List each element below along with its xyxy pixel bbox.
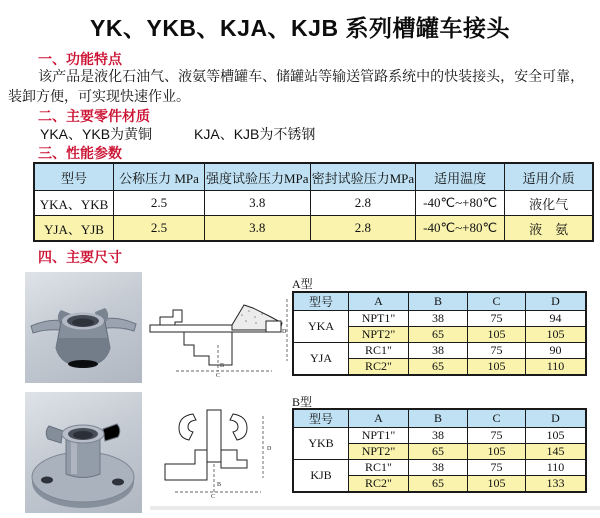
dim-cell: 105 (468, 359, 526, 376)
dim-cell: 105 (468, 327, 526, 343)
dim-cell: NPT1" (349, 428, 409, 444)
dim-cell: RC2" (349, 476, 409, 493)
section-drawing-a-type (146, 287, 294, 379)
perf-cell: 液 氨 (505, 216, 594, 242)
svg-text:B: B (220, 363, 225, 369)
dim-table-b-label: B型 (292, 395, 313, 409)
dim-model-cell: KJB (293, 460, 349, 493)
dim-cell: RC1" (349, 460, 409, 476)
dim-cell: 105 (526, 428, 587, 444)
dim-cell: 65 (409, 327, 468, 343)
dim-header-cell: B (409, 292, 468, 311)
section-heading-materials: 二、主要零件材质 (38, 108, 150, 124)
performance-table (33, 162, 594, 242)
dim-cell: 110 (526, 460, 587, 476)
dim-cell: 75 (468, 343, 526, 359)
dim-row (293, 311, 586, 327)
dim-row (293, 428, 586, 444)
dim-cell: RC1" (349, 343, 409, 359)
perf-cell: 2.8 (310, 216, 416, 242)
perf-cell: 2.5 (114, 191, 205, 216)
wing-coupling-illustration (25, 272, 142, 383)
dim-model-cell: YJA (293, 343, 349, 376)
dim-header-cell: A (349, 409, 409, 428)
dim-cell: 65 (409, 444, 468, 460)
dim-model-cell: YKB (293, 428, 349, 460)
perf-model-cell: YJA、YJB (34, 216, 114, 242)
dim-header-cell: D (526, 292, 587, 311)
dim-cell: RC2" (349, 359, 409, 376)
perf-cell: -40℃~+80℃ (416, 216, 505, 242)
dim-header-row (293, 409, 586, 428)
svg-text:D: D (267, 446, 272, 452)
dim-model-cell: YKA (293, 311, 349, 343)
section-heading-dimensions: 四、主要尺寸 (38, 249, 122, 265)
dim-cell: 65 (409, 476, 468, 493)
perf-row (34, 191, 593, 216)
materials-text: YKA、YKB为黄铜 KJA、KJB为不锈钢 (40, 126, 316, 142)
dim-cell: 94 (526, 311, 587, 327)
perf-header-cell: 强度试验压力MPa (205, 163, 311, 191)
perf-header-cell: 公称压力 MPa (114, 163, 205, 191)
page-title: YK、YKB、KJA、KJB 系列槽罐车接头 (90, 15, 510, 41)
dim-cell: 133 (526, 476, 587, 493)
dim-cell: 105 (526, 327, 587, 343)
dim-header-cell: A (349, 292, 409, 311)
page-edge-shadow (150, 506, 600, 510)
dim-cell: 105 (468, 444, 526, 460)
dim-cell: 145 (526, 444, 587, 460)
perf-header-row (34, 163, 593, 191)
dim-header-cell: 型号 (293, 409, 349, 428)
perf-cell: 2.5 (114, 216, 205, 242)
dim-header-cell: B (409, 409, 468, 428)
dim-cell: 90 (526, 343, 587, 359)
perf-cell: 3.8 (205, 191, 311, 216)
b-type-drawing (155, 402, 280, 500)
dim-header-cell: C (468, 409, 526, 428)
perf-header-cell: 适用介质 (505, 163, 594, 191)
dim-row (293, 460, 586, 476)
product-photo-wing-coupling (25, 272, 142, 383)
dim-cell: NPT2" (349, 327, 409, 343)
perf-header-cell: 型号 (34, 163, 114, 191)
dim-cell: 105 (468, 476, 526, 493)
svg-text:B: B (217, 482, 222, 488)
perf-cell: 2.8 (310, 191, 416, 216)
dim-header-row (293, 292, 586, 311)
svg-text:C: C (216, 373, 221, 379)
dim-cell: 38 (409, 460, 468, 476)
perf-cell: 液化气 (505, 191, 594, 216)
dim-cell: 75 (468, 311, 526, 327)
svg-text:C: C (211, 494, 216, 500)
dim-cell: 65 (409, 359, 468, 376)
dim-cell: NPT1" (349, 311, 409, 327)
dim-cell: 110 (526, 359, 587, 376)
dim-row (293, 343, 586, 359)
section-heading-features: 一、功能特点 (38, 51, 122, 67)
dimension-table-a (292, 291, 587, 376)
dim-cell: NPT2" (349, 444, 409, 460)
perf-header-cell: 密封试验压力MPa (310, 163, 416, 191)
dimension-table-b (292, 408, 587, 493)
a-type-drawing (146, 287, 294, 379)
section-heading-performance: 三、性能参数 (38, 145, 122, 161)
perf-cell: 3.8 (205, 216, 311, 242)
product-photo-flange-coupling (25, 392, 142, 513)
dim-cell: 75 (468, 428, 526, 444)
perf-model-cell: YKA、YKB (34, 191, 114, 216)
svg-text:D: D (282, 329, 287, 335)
dim-cell: 38 (409, 428, 468, 444)
features-paragraph: 该产品是液化石油气、液氨等槽罐车、储罐站等输送管路系统中的快装接头，安全可靠，装卸方便，可实现快速作业。 (8, 68, 585, 104)
dim-cell: 38 (409, 343, 468, 359)
flange-coupling-illustration (25, 392, 142, 513)
section-drawing-b-type (155, 402, 280, 500)
dim-header-cell: 型号 (293, 292, 349, 311)
dim-header-cell: D (526, 409, 587, 428)
dim-table-a-label: A型 (292, 277, 313, 291)
perf-header-cell: 适用温度 (416, 163, 505, 191)
dim-cell: 75 (468, 460, 526, 476)
dim-cell: 38 (409, 311, 468, 327)
perf-row (34, 216, 593, 242)
perf-cell: -40℃~+80℃ (416, 191, 505, 216)
dim-header-cell: C (468, 292, 526, 311)
